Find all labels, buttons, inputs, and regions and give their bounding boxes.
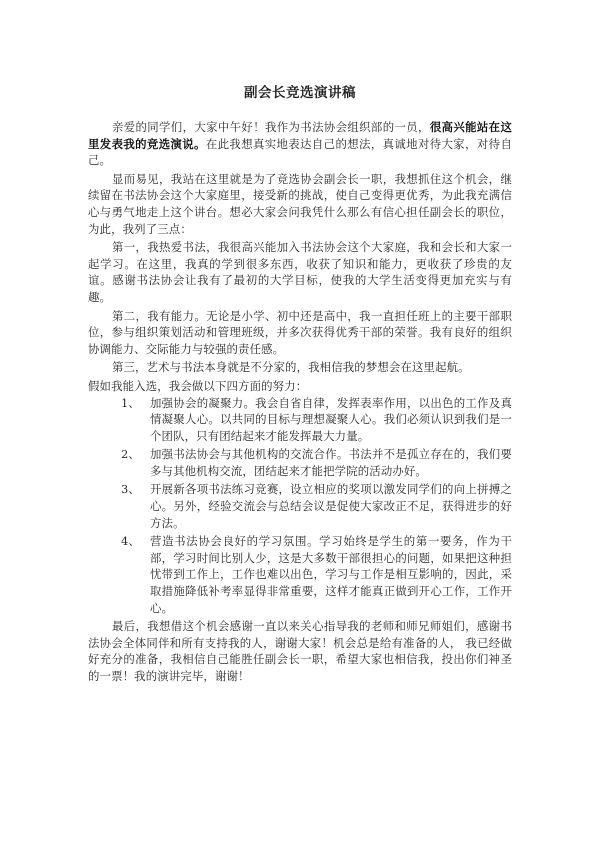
plan-number: 1、 <box>121 395 140 410</box>
plan-text: 营造书法协会良好的学习氛围。学习始终是学生的第一要务，作为干部，学习时间比别人少，这是大多数干部很担心的问题，如果把这种担忧带到工作上，工作也难以出色，学习与工作是相互影响的，因此，采取措施降低补考率显得非常重要，这样才能真正做到开心工作，工作开心。 <box>150 534 512 615</box>
plan-item <box>88 395 512 445</box>
point-one-paragraph: 第一，我热爱书法，我很高兴能加入书法协会这个大家庭，我和会长和大家一起学习。在这里，我真的学到很多东西，收获了知识和能力，更收获了珍贵的友谊。感谢书法协会让我有了最初的大学目标，使我的大学生活变得更加充实与有趣。 <box>88 240 512 304</box>
page-title: 副会长竞选演讲稿 <box>244 85 356 101</box>
point-two-paragraph: 第二，我有能力。无论是小学、初中还是高中，我一直担任班上的主要干部职位，参与组织策划活动和管理班级，并多次获得优秀干部的荣誉。我有良好的组织协调能力、交际能力与较强的责任感。 <box>88 308 512 356</box>
plan-item <box>88 446 512 479</box>
intro-paragraph: 显而易见，我站在这里就是为了竞选协会副会长一职，我想抓住这个机会，继续留在书法协会这个大家庭里，接受新的挑战，使自己变得更优秀，为此我充满信心与勇气地走上这个讲台。想必大家会问我凭什么那么有信心担任副会长的职位，为此，我列了三点： <box>88 171 512 236</box>
closing-paragraph: 最后，我想借这个机会感谢一直以来关心指导我的老师和师兄师姐们，感谢书法协会全体同伴和所有支持我的人，谢谢大家！机会总是给有准备的人， 我已经做好充分的准备，我相信自己能胜任副会长一职，希望大家也相信我，投出你们神圣的一票！我的演讲完毕，谢谢！ <box>88 619 512 683</box>
plan-text: 加强书法协会与其他机构的交流合作。书法并不是孤立存在的，我们要多与其他机构交流，团结起来才能把学院的活动办好。 <box>150 447 512 478</box>
plan-item <box>88 481 512 531</box>
plan-number: 4、 <box>121 534 140 549</box>
plan-item <box>88 533 512 616</box>
plan-number: 2、 <box>121 447 140 462</box>
point-three-paragraph: 第三，艺术与书法本身就是不分家的，我相信我的梦想会在这里起航。 <box>111 360 470 375</box>
plan-text: 加强协会的凝聚力。我会自省自律，发挥表率作用，以出色的工作及真情凝聚人心。以共同的目标与理想凝聚人心。我们必须认识到我们是一个团队，只有团结起来才能发挥最大力量。 <box>150 395 512 443</box>
plan-text: 开展新各项书法练习竞赛，设立相应的奖项以激发同学们的向上拼搏之心。另外，经验交流会与总结会议是促使大家改正不足，获得进步的好方法。 <box>150 482 512 530</box>
plans-list <box>88 395 512 617</box>
plan-number: 3、 <box>121 482 140 497</box>
greeting-highlight: 很高兴能站在这里发表我的竞选演说。 <box>88 120 512 151</box>
greeting-paragraph <box>88 119 512 169</box>
greeting-text: 亲爱的同学们，大家中午好！我作为书法协会组织部的一员， <box>111 120 430 134</box>
speech-body <box>88 119 512 687</box>
greeting-rest-text: 在此我想真实地表达自己的想法，真诚地对待大家，对待自己。 <box>88 136 512 168</box>
plans-intro: 假如我能入选，我会做以下四方面的努力： <box>88 378 308 393</box>
